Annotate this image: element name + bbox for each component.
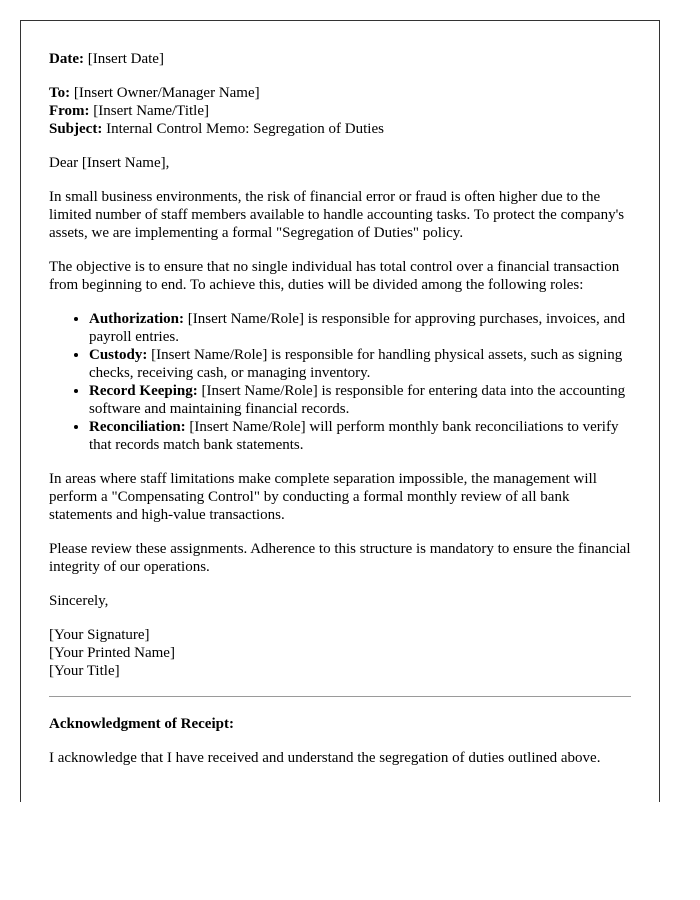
memo-page <box>20 20 660 802</box>
subject-label: Subject: <box>49 121 103 137</box>
role-item-custody <box>89 346 631 382</box>
date-label: Date: <box>49 51 84 67</box>
role-text: [Insert Name/Role] is responsible for approving purchases, invoices, and payroll entries. <box>89 311 626 345</box>
acknowledgment-heading: Acknowledgment of Receipt: <box>49 716 234 732</box>
role-text: [Insert Name/Role] is responsible for entering data into the accounting software and maintaining financial records. <box>89 383 626 417</box>
date-value: [Insert Date] <box>83 51 164 67</box>
signature-line: [Your Signature] <box>49 627 150 643</box>
objective-paragraph: The objective is to ensure that no single individual has total control over a financial transaction from beginning to end. To achieve this, duties will be divided among the following roles: <box>49 259 620 293</box>
from-line <box>49 102 631 120</box>
roles-list <box>49 310 631 454</box>
role-item-authorization <box>89 310 631 346</box>
role-item-record-keeping <box>89 382 631 418</box>
date-line <box>49 50 631 68</box>
acknowledgment-text: I acknowledge that I have received and understand the segregation of duties outlined above. <box>49 750 601 766</box>
role-text: [Insert Name/Role] will perform monthly bank reconciliations to verify that records match bank statements. <box>89 419 619 453</box>
title-line: [Your Title] <box>49 663 120 679</box>
from-label: From: <box>49 103 90 119</box>
subject-line <box>49 120 631 138</box>
memo-document <box>49 50 631 767</box>
from-value: [Insert Name/Title] <box>89 103 209 119</box>
to-line <box>49 84 631 102</box>
printed-name-line: [Your Printed Name] <box>49 645 175 661</box>
to-label: To: <box>49 85 71 101</box>
review-paragraph: Please review these assignments. Adherence to this structure is mandatory to ensure the financial integrity of our operations. <box>49 541 631 575</box>
role-title: Authorization: <box>89 311 184 327</box>
section-divider <box>49 696 631 697</box>
role-item-reconciliation <box>89 418 631 454</box>
subject-value: Internal Control Memo: Segregation of Duties <box>102 121 384 137</box>
role-title: Reconciliation: <box>89 419 186 435</box>
role-text: [Insert Name/Role] is responsible for handling physical assets, such as signing checks, receiving cash, or managing inventory. <box>89 347 623 381</box>
role-title: Custody: <box>89 347 148 363</box>
sign-off: Sincerely, <box>49 593 109 609</box>
to-value: [Insert Owner/Manager Name] <box>70 85 260 101</box>
intro-paragraph: In small business environments, the risk of financial error or fraud is often higher due to the limited number of staff members available to handle accounting tasks. To protect the company's assets, we are implementing a formal "Segregation of Duties" policy. <box>49 189 625 241</box>
compensating-paragraph: In areas where staff limitations make complete separation impossible, the management will perform a "Compensating Control" by conducting a formal monthly review of all bank statements and high-value transactions. <box>49 471 597 523</box>
role-title: Record Keeping: <box>89 383 198 399</box>
salutation: Dear [Insert Name], <box>49 155 170 171</box>
